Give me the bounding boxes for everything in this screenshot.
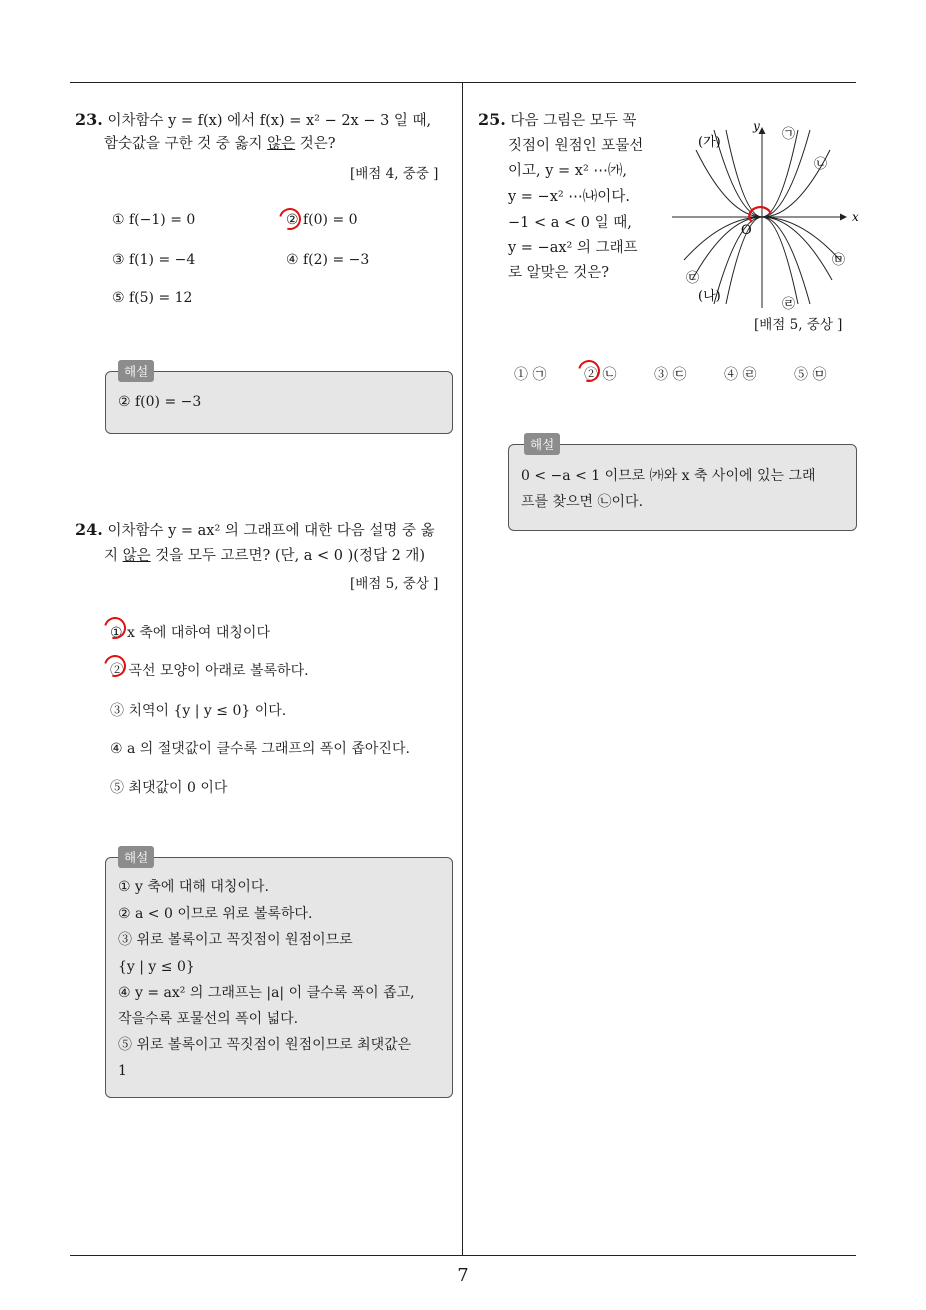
q23-text1: 이차함수 y = f(x) 에서 f(x) = x² − 2x − 3 일 때,: [107, 113, 432, 129]
q25-number: 25.: [478, 110, 506, 129]
q24-text2u: 않은: [122, 548, 151, 564]
q24-expl-line-5: ④ y = ax² 의 그래프는 |a| 이 클수록 폭이 좁고,: [118, 985, 415, 1001]
q25-option-5[interactable]: ⑤ ㉤: [794, 367, 827, 383]
q24-line2: [104, 544, 425, 568]
q24-option-1[interactable]: ① x 축에 대하여 대칭이다: [110, 625, 270, 641]
q24-option-2[interactable]: ② 곡선 모양이 아래로 볼록하다.: [110, 663, 309, 679]
q23-option-3[interactable]: ③ f(1) = −4: [112, 252, 196, 268]
q24-score: [배점 5, 중상 ]: [350, 576, 439, 592]
q24-explanation-box: [105, 857, 453, 1098]
footer-rule: [70, 1255, 856, 1256]
q24-text2a: 지: [104, 548, 123, 564]
q25-text7: 로 알맞은 것은?: [508, 265, 610, 281]
q25-option-2[interactable]: ② ㉡: [584, 367, 617, 383]
y-axis-label: y: [753, 119, 760, 133]
q24-option-3[interactable]: ③ 치역이 {y | y ≤ 0} 이다.: [110, 703, 287, 719]
label-c1: ㉠: [782, 127, 796, 142]
q24-expl-line-3: ③ 위로 볼록이고 꼭짓점이 원점이므로: [118, 932, 353, 948]
q24-text1: 이차함수 y = ax² 의 그래프에 대한 다음 설명 중 옳: [107, 523, 435, 539]
q23-text2u: 않은: [267, 136, 296, 152]
q23-option-5[interactable]: ⑤ f(5) = 12: [112, 290, 193, 306]
label-na: (나): [698, 289, 721, 304]
q25-text5: −1 < a < 0 일 때,: [508, 215, 632, 231]
q25-text3: 이고, y = x² ⋯㈎,: [508, 163, 627, 179]
q25-text6: y = −ax² 의 그래프: [508, 240, 638, 256]
q24-option-4[interactable]: ④ a 의 절댓값이 클수록 그래프의 폭이 좁아진다.: [110, 741, 410, 757]
page-number: 7: [457, 1265, 469, 1286]
q24-number: 24.: [75, 520, 103, 539]
q24-expl-line-7: ⑤ 위로 볼록이고 꼭짓점이 원점이므로 최댓값은: [118, 1037, 412, 1053]
q25-expl-line-1: 0 < −a < 1 이므로 ㈎와 x 축 사이에 있는 그래: [521, 468, 816, 484]
q23-option-2[interactable]: ② f(0) = 0: [286, 212, 358, 228]
q25-text4: y = −x² ⋯㈏이다.: [508, 189, 630, 205]
label-c5: ㉤: [832, 253, 846, 268]
q25-explanation-box: [508, 444, 857, 531]
label-c4: ㉣: [782, 297, 796, 310]
q25-explanation-tag: 해설: [524, 433, 560, 455]
q24-option-5[interactable]: ⑤ 최댓값이 0 이다: [110, 780, 228, 796]
q23-text2b: 것은?: [295, 136, 336, 152]
q23-explanation-text: ② f(0) = −3: [118, 394, 202, 410]
label-c3: ㉢: [686, 271, 700, 286]
q24-expl-line-2: ② a < 0 이므로 위로 볼록하다.: [118, 906, 313, 922]
q24-line1: [75, 518, 435, 543]
label-ga: (가): [698, 135, 721, 150]
q24-expl-line-8: 1: [118, 1063, 127, 1079]
q23-explanation-tag: 해설: [118, 360, 154, 382]
column-divider: [462, 83, 463, 1255]
q25-score: [배점 5, 중상 ]: [754, 317, 843, 333]
q23-text2a: 함숫값을 구한 것 중 옳지: [104, 136, 268, 152]
q25-option-1[interactable]: ① ㉠: [514, 367, 547, 383]
q24-expl-line-4: {y | y ≤ 0}: [118, 959, 195, 975]
q24-expl-line-6: 작을수록 포물선의 폭이 넓다.: [118, 1011, 299, 1027]
q25-option-4[interactable]: ④ ㉣: [724, 367, 757, 383]
q23-option-1[interactable]: ① f(−1) = 0: [112, 212, 196, 228]
parabola-graph: [670, 110, 860, 310]
q23-line1: [75, 108, 431, 133]
origin-label: O: [741, 223, 752, 238]
q25-expl-line-2: 프를 찾으면 ㉡이다.: [521, 494, 644, 510]
q25-line1: [478, 108, 636, 133]
header-rule: [70, 82, 856, 83]
q24-expl-line-1: ① y 축에 대해 대칭이다.: [118, 879, 269, 895]
q25-option-3[interactable]: ③ ㉢: [654, 367, 687, 383]
q25-text1: 다음 그림은 모두 꼭: [510, 113, 637, 129]
q23-number: 23.: [75, 110, 103, 129]
q24-text2b: 것을 모두 고르면? (단, a < 0 )(정답 2 개): [150, 548, 426, 564]
x-axis-label: x: [852, 210, 859, 224]
label-c2: ㉡: [814, 157, 828, 172]
q25-text2: 짓점이 원점인 포물선: [508, 138, 644, 154]
q23-line2: [104, 132, 336, 156]
q23-option-4[interactable]: ④ f(2) = −3: [286, 252, 370, 268]
q23-score: [배점 4, 중중 ]: [350, 166, 439, 182]
q23-explanation-box: [105, 371, 453, 434]
q24-explanation-tag: 해설: [118, 846, 154, 868]
answer-mark: [275, 204, 305, 234]
